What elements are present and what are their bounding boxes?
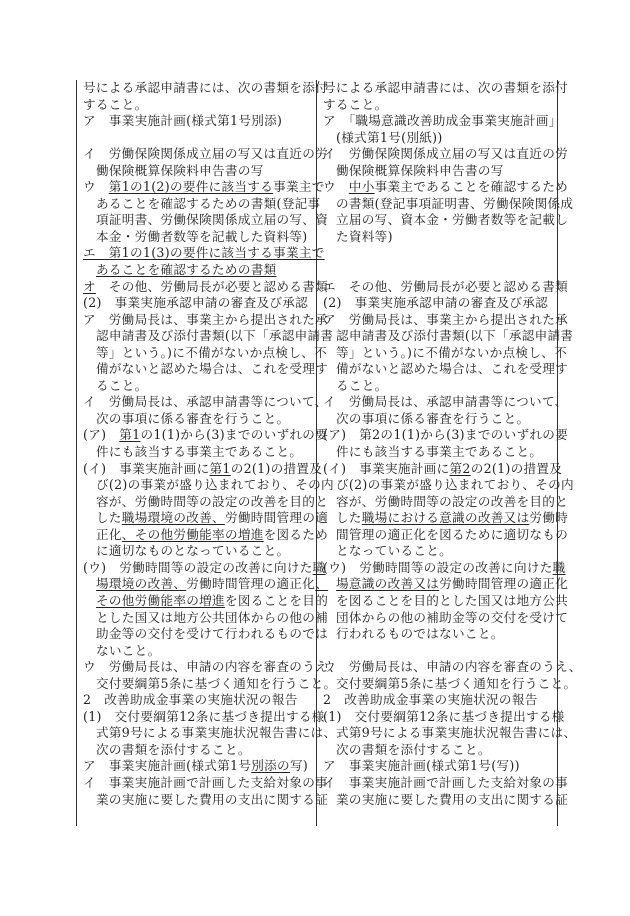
text-segment: (ア) xyxy=(83,427,120,443)
text-line xyxy=(323,758,553,775)
text-line xyxy=(83,576,329,593)
underlined-text: 別添の xyxy=(251,758,290,774)
text-line xyxy=(83,361,329,378)
text-line xyxy=(83,675,337,693)
underlined-text: 場環境の改善、 xyxy=(96,576,187,592)
text-segment: を図るため xyxy=(263,526,329,542)
text-segment: 項証明書、労働保険関係成立届の写、資 xyxy=(96,212,329,228)
text-line xyxy=(323,195,574,213)
text-line xyxy=(323,659,582,676)
text-segment: 認申請書及び添付書類(以下「承認申請書 xyxy=(96,328,334,344)
text-line xyxy=(323,344,568,362)
text-line xyxy=(83,212,329,229)
text-segment: (イ) 事業実施計画に xyxy=(83,460,210,476)
text-line xyxy=(323,526,569,544)
underlined-text: 職 xyxy=(552,559,566,575)
text-segment: (ウ) 労働時間等の設定の改善に向けた xyxy=(323,559,553,575)
text-segment: ア 「職場意識改善助成金事業実施計画」 xyxy=(323,113,562,129)
text-line xyxy=(83,378,312,395)
comparison-table xyxy=(76,80,582,826)
text-line xyxy=(323,791,569,809)
text-line xyxy=(323,510,569,527)
text-line xyxy=(83,758,312,775)
text-line xyxy=(83,146,328,163)
text-line xyxy=(83,444,312,461)
text-segment: び(2)の事業が盛り込まれており、その内 xyxy=(336,477,574,493)
text-line xyxy=(323,394,568,411)
text-line xyxy=(323,460,563,478)
text-line xyxy=(323,477,574,494)
text-segment: イ 事業実施計画で計画した支給対象の事 xyxy=(83,774,328,790)
text-segment: あることを確認するための書類(登記事 xyxy=(96,195,321,211)
text-segment: 業の実施に要した費用の支出に関する証 xyxy=(336,791,569,807)
text-segment: 認申請書及び添付書類(以下「承認申請書 xyxy=(336,328,574,344)
text-line xyxy=(323,311,568,329)
text-line xyxy=(83,774,328,792)
text-segment: ア 事業実施計画(様式第1号別添) xyxy=(83,113,283,129)
text-line xyxy=(323,97,553,114)
text-line xyxy=(83,460,323,478)
text-segment: 等」という。)に不備がないか点検し、不 xyxy=(96,344,328,360)
text-segment: ウ xyxy=(323,179,349,195)
text-line xyxy=(83,592,329,610)
text-line xyxy=(83,113,312,130)
text-line xyxy=(323,576,569,593)
underlined-text: 中小 xyxy=(348,179,375,195)
text-segment: となっていること。 xyxy=(336,543,453,559)
text-line xyxy=(83,179,325,196)
underlined-text: 職場における意識の改善又は xyxy=(361,510,530,526)
text-segment: (2) 事業実施承認申請の審査及び承認 xyxy=(83,295,309,311)
text-segment: た資料等) xyxy=(336,228,393,244)
underlined-text: 第2 xyxy=(449,460,471,476)
underlined-text: 第1 xyxy=(119,427,141,443)
text-line xyxy=(323,80,568,97)
text-line xyxy=(83,130,312,147)
text-segment: した xyxy=(96,510,122,526)
underlined-text: オ xyxy=(83,278,96,294)
text-segment: 本金・労働者数等を記載した資料等) xyxy=(96,228,308,244)
text-segment: (ア) 第2の1(1)から(3)までのいずれの要 xyxy=(323,427,569,443)
text-segment: 写) xyxy=(289,758,309,774)
text-segment: 次の書類を添付すること。 xyxy=(96,741,251,757)
text-line xyxy=(323,378,553,395)
text-line xyxy=(323,245,553,262)
text-segment: び(2)の事業が盛り込まれており、その内 xyxy=(96,477,334,493)
text-line xyxy=(83,163,312,180)
text-segment: を図ることを目的 xyxy=(224,592,329,608)
text-segment: ること。 xyxy=(96,377,148,393)
text-segment: 労働時間管理の適正化 xyxy=(439,576,569,592)
text-segment: 2 改善助成金事業の実施状況の報告 xyxy=(323,692,538,708)
text-segment: 行われるものではないこと。 xyxy=(336,626,504,642)
text-segment: 号による承認申請書には、次の書類を添付 xyxy=(83,80,328,95)
text-line xyxy=(323,130,553,147)
text-segment: ウ xyxy=(83,179,109,195)
text-segment: 正化 xyxy=(96,526,122,542)
text-line xyxy=(83,427,329,444)
text-segment: 業の実施に要した費用の支出に関する証 xyxy=(96,791,329,807)
text-segment: 団体からの他の補助金等の交付を受けて xyxy=(336,609,569,625)
text-line xyxy=(323,708,565,726)
text-segment: 備がないと認めた場合は、これを受理す xyxy=(96,361,329,377)
text-line xyxy=(83,195,321,213)
text-line xyxy=(83,262,312,279)
text-line xyxy=(323,229,553,246)
text-line xyxy=(323,609,569,627)
text-line xyxy=(323,626,553,643)
text-segment: の2(1)の措置及 xyxy=(230,460,323,476)
text-segment: イ 事業実施計画で計画した支給対象の事 xyxy=(323,774,568,790)
text-segment: (イ) 事業実施計画に xyxy=(323,460,450,476)
text-segment: ア 事業実施計画(様式第1号 xyxy=(83,758,252,774)
text-line xyxy=(83,791,329,809)
text-segment: 労働時 xyxy=(529,510,569,526)
text-line xyxy=(323,559,566,577)
underlined-text: 職 xyxy=(312,559,326,575)
left-column-revised xyxy=(77,80,342,826)
text-segment: イ 労働局長は、承認申請書等について、 xyxy=(83,394,328,410)
text-segment: (ウ) 労働時間等の設定の改善に向けた xyxy=(83,559,313,575)
underlined-text: 第1 xyxy=(209,460,231,476)
text-segment: ウ 労働局長は、申請の内容を審査のうえ、 xyxy=(83,659,342,675)
text-line xyxy=(83,643,312,660)
text-segment: に適切なものとなっていること。 xyxy=(96,543,290,559)
text-line xyxy=(83,742,312,759)
text-line xyxy=(323,411,553,428)
text-segment: 備がないと認めた場合は、これを受理す xyxy=(336,361,569,377)
text-line xyxy=(83,311,328,329)
text-segment: 等」という。)に不備がないか点検し、不 xyxy=(336,344,568,360)
text-segment: エ その他、労働局長が必要と認める書類 xyxy=(323,278,568,294)
text-line xyxy=(323,643,553,660)
text-segment: ウ 労働局長は、申請の内容を審査のうえ、 xyxy=(323,659,582,675)
text-segment: すること。 xyxy=(323,96,388,112)
text-line xyxy=(323,742,553,759)
text-segment: イ 労働局長は、承認申請書等について、 xyxy=(323,394,568,410)
text-line xyxy=(83,411,312,428)
text-segment: 次の事項に係る審査を行うこと。 xyxy=(336,410,530,426)
text-line xyxy=(83,659,342,676)
text-line xyxy=(83,97,312,114)
text-line xyxy=(83,295,312,312)
text-line xyxy=(83,543,312,560)
text-line xyxy=(323,543,553,560)
text-line xyxy=(83,609,329,627)
text-segment: 式第9号による事業実施状況報告書には、 xyxy=(336,725,577,741)
text-line xyxy=(83,229,312,246)
text-line xyxy=(83,692,312,709)
underlined-text: 、 xyxy=(315,576,329,592)
text-segment: 件にも該当する事業主であること。 xyxy=(96,444,303,460)
text-line xyxy=(83,493,329,511)
text-segment: 労働時間管理の適正化 xyxy=(186,576,316,592)
text-segment: の2(1)の措置及 xyxy=(470,460,563,476)
text-segment: 式第9号による事業実施状況報告書には、 xyxy=(96,725,337,741)
text-segment: (1) 交付要綱第12条に基づき提出する様 xyxy=(83,708,325,724)
text-segment: の1(1)から(3)までのいずれの要 xyxy=(140,427,329,443)
text-line xyxy=(323,113,562,130)
text-line xyxy=(323,493,569,511)
text-segment: 2 改善助成金事業の実施状況の報告 xyxy=(83,692,298,708)
text-line xyxy=(83,708,325,726)
text-line xyxy=(323,592,569,610)
text-line xyxy=(323,163,553,180)
text-line xyxy=(323,146,568,163)
text-segment: 労働時間管理の適 xyxy=(224,510,329,526)
text-line xyxy=(83,725,337,742)
underlined-text: 第1の1(2)の要件に該当する xyxy=(108,179,274,195)
underlined-text: 職場環境の改善、 xyxy=(121,510,225,526)
underlined-text: その他労働能率の増進 xyxy=(96,592,225,608)
underlined-text: 、その他労働能率の増進 xyxy=(121,526,264,542)
text-segment: (2) 事業実施承認申請の審査及び承認 xyxy=(323,295,549,311)
text-segment: 間管理の適正化を図るために適切なもの xyxy=(336,526,569,542)
underlined-text: 場意識の改善又は xyxy=(336,576,440,592)
underlined-text: エ 第1の1(3)の要件に該当する事業主で xyxy=(83,245,325,261)
text-segment: した xyxy=(336,510,362,526)
text-line xyxy=(323,774,568,792)
text-segment: 件にも該当する事業主であること。 xyxy=(336,444,543,460)
text-line xyxy=(83,510,329,527)
text-line xyxy=(83,344,328,362)
text-segment: ア 労働局長は、事業主から提出された承 xyxy=(323,311,568,327)
text-segment: とした国又は地方公共団体からの他の補 xyxy=(96,609,329,625)
text-segment: 交付要綱第5条に基づく通知を行うこと。 xyxy=(336,675,577,691)
text-segment: の書類(登記事項証明書、労働保険関係成 xyxy=(336,195,574,211)
text-segment: (1) 交付要綱第12条に基づき提出する様 xyxy=(323,708,565,724)
text-line xyxy=(323,179,568,196)
text-line xyxy=(83,526,329,544)
text-line xyxy=(83,477,334,494)
text-line xyxy=(323,675,577,693)
text-segment: ないこと。 xyxy=(96,642,161,658)
text-segment: イ 労働保険関係成立届の写又は直近の労 xyxy=(323,146,568,162)
text-line xyxy=(323,725,577,742)
text-line xyxy=(83,245,325,262)
text-line xyxy=(83,278,328,296)
text-segment: 助金等の交付を受けて行われるものでは xyxy=(96,626,329,642)
text-line xyxy=(323,262,553,279)
text-segment: すること。 xyxy=(83,96,148,112)
text-line xyxy=(83,559,326,577)
text-segment: (様式第1号(別紙)) xyxy=(336,129,443,145)
text-segment: ア 労働局長は、事業主から提出された承 xyxy=(83,311,328,327)
text-line xyxy=(323,212,569,229)
text-segment: 容が、労働時間等の設定の改善を目的と xyxy=(336,493,569,509)
text-segment: 次の書類を添付すること。 xyxy=(336,741,491,757)
text-line xyxy=(323,278,568,296)
text-segment: ること。 xyxy=(336,377,388,393)
text-segment: 号による承認申請書には、次の書類を添付 xyxy=(323,80,568,95)
right-column-previous xyxy=(317,80,582,826)
text-line xyxy=(83,394,328,411)
text-segment: 容が、労働時間等の設定の改善を目的と xyxy=(96,493,329,509)
text-line xyxy=(83,80,328,97)
text-segment: 事業主で xyxy=(273,179,325,195)
text-segment: 働保険概算保険料申告書の写 xyxy=(96,162,264,178)
text-segment: を図ることを目的とした国又は地方公共 xyxy=(336,592,569,608)
text-segment: その他、労働局長が必要と認める書類 xyxy=(95,278,328,294)
text-line xyxy=(83,328,334,345)
text-segment: 次の事項に係る審査を行うこと。 xyxy=(96,410,290,426)
text-line xyxy=(83,626,329,643)
underlined-text: あることを確認するための書類 xyxy=(96,262,277,278)
text-segment: イ 労働保険関係成立届の写又は直近の労 xyxy=(83,146,328,162)
text-line xyxy=(323,692,553,709)
text-segment: ア 事業実施計画(様式第1号(写)) xyxy=(323,758,520,774)
text-line xyxy=(323,328,574,345)
text-segment: 働保険概算保険料申告書の写 xyxy=(336,162,504,178)
text-segment: 交付要綱第5条に基づく通知を行うこと。 xyxy=(96,675,337,691)
text-line xyxy=(323,295,553,312)
text-line xyxy=(323,444,553,461)
text-line xyxy=(323,361,569,378)
text-segment: 立届の写、資本金・労働者数等を記載し xyxy=(336,212,569,228)
text-segment: 事業主であることを確認するため xyxy=(374,179,568,195)
text-line xyxy=(323,427,569,444)
